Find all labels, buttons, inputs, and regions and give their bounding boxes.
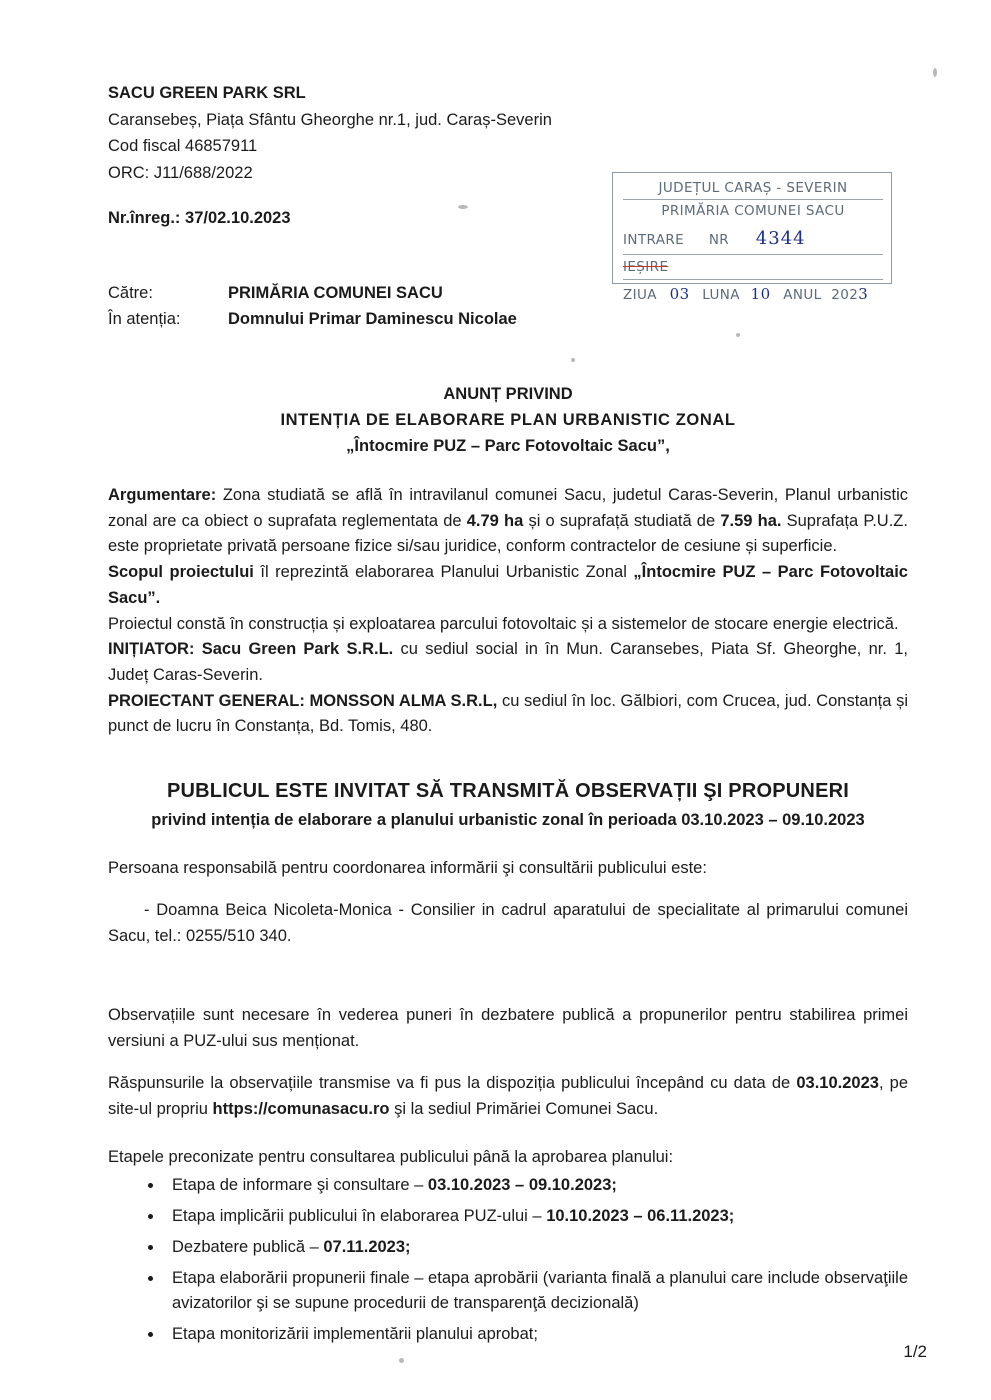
stamp-anul-label: ANUL: [783, 286, 822, 303]
stamp-ziua-label: ZIUA: [623, 286, 657, 303]
document-title: [108, 381, 908, 459]
company-name: SACU GREEN PARK SRL: [108, 84, 306, 102]
stage-bold: 07.11.2023;: [323, 1237, 411, 1256]
invitation-heading: PUBLICUL ESTE INVITAT SĂ TRANSMITĂ OBSERVAȚII ŞI PROPUNERI: [166, 780, 850, 803]
scan-artifact: [399, 1358, 404, 1363]
stamp-iesire-label: IEȘIRE: [623, 258, 669, 275]
stamp-nr-label: NR: [708, 231, 730, 248]
observations-text-c: , pe site-ul propriu: [108, 1073, 908, 1118]
argumentare-label: Argumentare:: [108, 485, 217, 504]
recipient-attn-value: Domnului Primar Daminescu Nicolae: [228, 310, 517, 329]
observations-text-e: şi la sediul Primăriei Comunei Sacu.: [389, 1099, 659, 1118]
stamp-luna-label: LUNA: [702, 286, 740, 303]
scan-artifact: [933, 68, 937, 77]
recipient-attn-label: În atenția:: [108, 310, 181, 329]
body-text: [108, 483, 908, 740]
paragraph-argumentare: [108, 483, 908, 560]
list-item: [164, 1204, 908, 1230]
recipient-to-value: PRIMĂRIA COMUNEI SACU: [228, 283, 443, 302]
title-line-3: „Întocmire PUZ – Parc Fotovoltaic Sacu”,: [346, 436, 670, 455]
paragraph-scop: [108, 560, 908, 611]
responsible-person-block: [108, 856, 908, 950]
argumentare-bold-2: 7.59 ha.: [720, 511, 782, 530]
argumentare-bold-1: 4.79 ha: [466, 511, 524, 530]
observations-paragraph-1: Observațiile sunt necesare în vederea puneri în dezbatere publică a propunerilor pentru stabilirea primei versiuni a PUZ-ului sus menționat.: [108, 1005, 908, 1050]
observations-paragraph-2: [108, 1071, 908, 1122]
paragraph-proiect: Proiectul constă în construcția și exploatarea parcului fotovoltaic și a sistemelor de stocare energie electrică.: [108, 614, 899, 633]
recipient-block: [108, 280, 908, 333]
invitation-subheading: privind intenția de elaborare a planului urbanistic zonal în perioada 03.10.2023 – 09.10.2023: [151, 811, 865, 830]
stages-list: [108, 1173, 908, 1347]
proiectant-text: cu sediul în loc. Gălbiori, com Crucea, jud. Constanța și punct de lucru în Constanța, Bd. Tomis, 480.: [108, 691, 908, 736]
company-address: Caransebeș, Piața Sfântu Gheorghe nr.1, jud. Caraș-Severin: [108, 110, 552, 129]
paragraph-initiator: [108, 637, 908, 688]
document-content: [108, 80, 908, 1353]
list-item: [164, 1173, 908, 1199]
observations-date: 03.10.2023: [796, 1073, 879, 1092]
recipient-to-row: [108, 280, 908, 306]
observations-block: [108, 1003, 908, 1122]
stamp-anul-prefix: 202: [831, 286, 859, 303]
stage-text: Etapa elaborării propunerii finale – etapa aprobării (varianta finală a planului care include observaţiile avizatorilor şi se supune procedurii de transparenţă decizională): [172, 1268, 908, 1313]
initiator-text: cu sediul social in în Mun. Caransebes, Piata Sf. Gheorghe, nr. 1, Județ Caras-Severin.: [108, 640, 908, 684]
registration-number: Nr.înreg.: 37/02.10.2023: [108, 208, 291, 227]
paragraph-proiectant: [108, 689, 908, 740]
stage-text: Etapa implicării publicului în elaborarea PUZ-ului –: [172, 1207, 547, 1226]
stamp-anul-value: 3: [858, 284, 869, 303]
observations-text-a: Răspunsurile la observațiile transmise va fi pus la dispoziția publicului începând cu data de: [108, 1073, 797, 1092]
page-number: 1/2: [903, 1342, 927, 1361]
stamp-nr-value: 4344: [755, 227, 806, 249]
letterhead: [108, 80, 908, 187]
stamp-city-hall: PRIMĂRIA COMUNEI SACU: [661, 203, 845, 220]
initiator-label: INIȚIATOR: Sacu Green Park S.R.L.: [108, 640, 394, 659]
stamp-ziua-value: 03: [669, 284, 690, 303]
responsible-detail: - Doamna Beica Nicoleta-Monica - Consilier in cadrul aparatului de specialitate al primarului comunei Sacu, tel.: 0255/510 340.: [108, 901, 908, 946]
stage-bold: 10.10.2023 – 06.11.2023;: [546, 1207, 735, 1226]
invitation-block: [108, 780, 908, 830]
argumentare-text-2: și o suprafață studiată de: [523, 511, 721, 530]
scop-bold: „Întocmire PUZ – Parc Fotovoltaic Sacu”.: [108, 563, 908, 607]
argumentare-text-1: Zona studiată se află în intravilanul comunei Sacu, judetul Caras-Severin, Planul urbanistic zonal are ca obiect o suprafata reglementata de: [108, 485, 908, 530]
responsible-intro: Persoana responsabilă pentru coordonarea informării şi consultării publicului este:: [108, 859, 707, 878]
stage-bold: 03.10.2023 – 09.10.2023;: [427, 1176, 617, 1195]
stage-text: Etapa de informare şi consultare –: [172, 1176, 428, 1195]
company-fiscal-code: Cod fiscal 46857911: [108, 137, 258, 156]
stamp-county: JUDEȚUL CARAȘ - SEVERIN: [623, 178, 883, 200]
stage-text: Dezbatere publică –: [172, 1237, 324, 1256]
observations-website: https://comunasacu.ro: [212, 1099, 390, 1118]
list-item: [164, 1322, 908, 1348]
proiectant-label: PROIECTANT GENERAL: MONSSON ALMA S.R.L,: [108, 691, 498, 710]
argumentare-text-3: Suprafața P.U.Z. este proprietate privată persoane fizice si/sau juridice, conform contractelor de cesiune și superficie.: [108, 511, 908, 556]
list-item: [164, 1266, 908, 1317]
stage-text: Etapa monitorizării implementării planului aprobat;: [172, 1325, 538, 1343]
title-line-1: ANUNȚ PRIVIND: [443, 384, 573, 403]
scop-label: Scopul proiectului: [108, 563, 254, 582]
stamp-intrare-label: INTRARE: [623, 231, 685, 248]
recipient-to-label: Către:: [108, 283, 153, 302]
recipient-attn-row: [108, 306, 908, 332]
company-orc: ORC: J11/688/2022: [108, 164, 253, 183]
scop-text: îl reprezintă elaborarea Planului Urbanistic Zonal: [253, 563, 634, 582]
stamp-luna-value: 10: [750, 284, 771, 303]
stages-intro: Etapele preconizate pentru consultarea publicului până la aprobarea planului:: [108, 1148, 674, 1167]
title-line-2: INTENȚIA DE ELABORARE PLAN URBANISTIC ZONAL: [280, 410, 736, 429]
list-item: [164, 1235, 908, 1261]
